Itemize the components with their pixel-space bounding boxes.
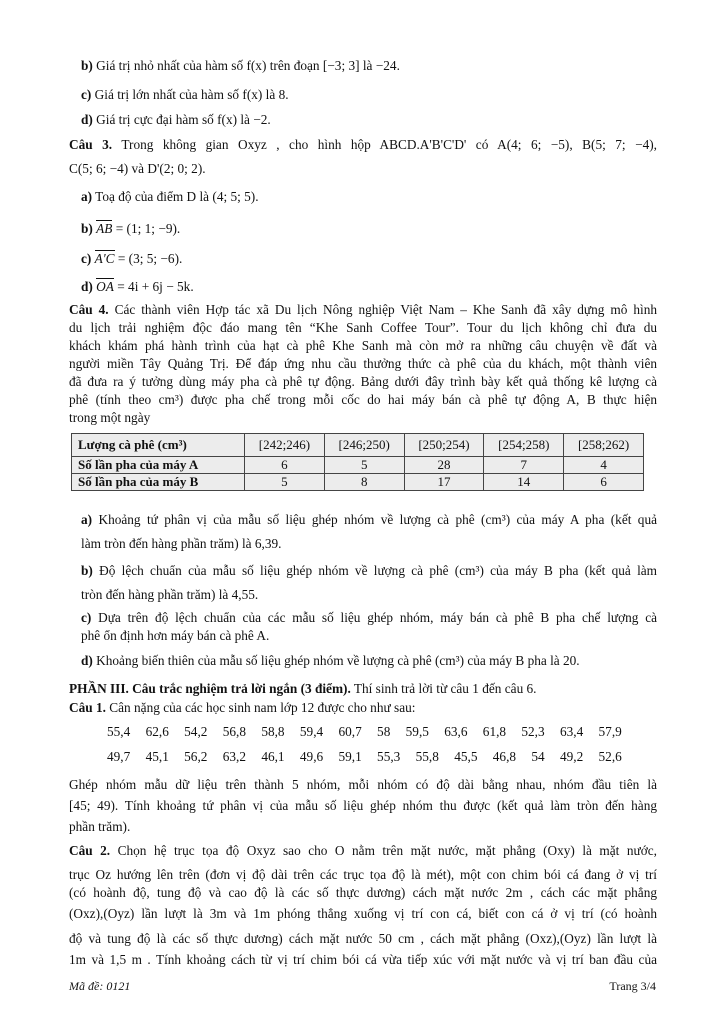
table-row [72,474,644,491]
q4-line-7: trong một ngày [69,410,151,425]
coffee-volume-table [71,433,644,491]
table-cell: 5 [324,457,404,474]
exam-code: Mã đề: 0121 [69,979,131,993]
table-cell: 17 [404,474,484,491]
table-cell: Lượng cà phê (cm³) [72,434,245,457]
data-value: 55,4 [107,724,131,739]
data-value: 57,9 [598,724,622,739]
p3q2-line-1: Câu 2. Chọn hệ trục tọa độ Oxyz sao cho O nằm trên mặt nước, mặt phẳng (Oxy) là mặt nước, [69,843,657,858]
p3q1-stem: Câu 1. Cân nặng của các học sinh nam lớp 12 được cho như sau: [69,700,416,715]
data-value: 45,5 [454,749,478,764]
weight-data-row-2 [107,749,622,765]
table-cell: 14 [484,474,564,491]
data-value: 55,3 [377,749,401,764]
table-cell: [246;250) [324,434,404,457]
q4-line-3: khách khám phá hành trình của hạt cà phê Khe Sanh mà còn mở ra những câu chuyện về đất và [69,338,657,353]
table-cell: 5 [245,474,325,491]
q4-line-4: người miền Tây Quảng Trị. Để đáp ứng nhu cầu thưởng thức cà phê của du khách, một thành viên [69,356,657,371]
table-cell: [242;246) [245,434,325,457]
data-value: 55,8 [415,749,439,764]
weight-data-row-1 [107,724,622,740]
part3-heading: PHẦN III. Câu trắc nghiệm trả lời ngắn (3 điểm). Thí sinh trả lời từ câu 1 đến câu 6. [69,681,537,696]
q2-item-b: b) Giá trị nhỏ nhất của hàm số f(x) trên đoạn [−3; 3] là −24. [81,58,400,73]
vector-oa: OA [96,279,114,294]
table-header-row [72,434,644,457]
data-value: 49,2 [559,749,584,764]
p3q2-line-2: trục Oz hướng lên trên (đơn vị độ dài trên các trục tọa độ là mét), một con chim bói cá đang ở vị trí [69,867,657,882]
q4-line-1: Câu 4. Các thành viên Hợp tác xã Du lịch Nông nghiệp Việt Nam – Khe Sanh đã xây dựng mô hình [69,302,658,317]
data-value: 63,4 [559,724,584,739]
data-value: 54 [531,749,545,764]
data-value: 56,8 [222,724,247,739]
vector-ab: AB [96,221,113,236]
vector-a-prime-c: A'C [94,251,115,266]
table-row [72,457,644,474]
q4-item-b-2: tròn đến hàng phần trăm) là 4,55. [81,587,259,602]
q4-item-c-1: c) Dựa trên độ lệch chuẩn của các mẫu số liệu ghép nhóm, máy bán cà phê B pha chế lượng cà [81,610,658,625]
data-value: 52,3 [521,724,545,739]
table-cell: Số lần pha của máy B [72,474,245,491]
p3q1-after-2: [45; 49). Tính khoảng tứ phân vị của mẫu số liệu ghép nhóm thu được (kết quả làm tròn đến hàng [69,798,657,813]
p3q2-line-3: (có hoành độ, tung độ và cao độ là các số thực dương) cách mặt nước 2m , cách các mặt phẳng [69,885,657,900]
q4-line-5: đã đưa ra ý tưởng dùng máy pha cà phê tự động. Bảng dưới đây trình bày kết quả thống kê lượng cà [69,374,657,389]
data-value: 46,1 [261,749,285,764]
q4-item-c-2: phê ổn định hơn máy bán cà phê A. [81,628,270,643]
data-value: 61,8 [482,724,507,739]
data-value: 62,6 [145,724,169,739]
q3-item-d: d) OA = 4i + 6j − 5k. [81,279,194,294]
data-value: 45,1 [145,749,169,764]
table-cell: 8 [324,474,404,491]
data-value: 58,8 [261,724,285,739]
q4-item-a-1: a) Khoảng tứ phân vị của mẫu số liệu ghép nhóm về lượng cà phê (cm³) của máy A pha (kết quả [81,512,657,527]
q3-stem-2: C(5; 6; −4) và D'(2; 0; 2). [69,161,206,176]
data-value: 63,6 [444,724,468,739]
table-cell: 6 [564,474,644,491]
data-value: 59,4 [299,724,324,739]
p3q1-after-1: Ghép nhóm mẫu dữ liệu trên thành 5 nhóm, mỗi nhóm có độ dài bằng nhau, nhóm đầu tiên là [69,777,657,792]
table-cell: 28 [404,457,484,474]
data-value: 59,5 [405,724,429,739]
q3-item-c: c) A'C = (3; 5; −6). [81,251,183,266]
table-cell: [254;258) [484,434,564,457]
data-value: 49,7 [107,749,131,764]
table-cell: 6 [245,457,325,474]
table-cell: 7 [484,457,564,474]
data-value: 56,2 [184,749,208,764]
data-value: 54,2 [184,724,208,739]
data-value: 49,6 [299,749,324,764]
data-value: 63,2 [222,749,247,764]
data-value: 59,1 [338,749,362,764]
q4-item-b-1: b) Độ lệch chuẩn của mẫu số liệu ghép nhóm về lượng cà phê (cm³) của máy B pha (kết quả làm [81,563,658,578]
p3q1-after-3: phần trăm). [69,819,131,834]
p3q2-line-6: 1m và 1,5 m . Tính khoảng cách từ vị trí chim bói cá vừa tiếp xúc với mặt nước và vị trí ban đầu của [69,952,657,967]
table-cell: Số lần pha của máy A [72,457,245,474]
q4-item-a-2: làm tròn đến hàng phần trăm) là 6,39. [81,536,282,551]
table-cell: 4 [564,457,644,474]
q4-line-6: phê (tính theo cm³) được pha chế trong mỗi cốc do hai máy bán cà phê tự động A, B thực hiện [69,392,657,407]
p3q2-line-4: (Oxz),(Oyz) lần lượt là 3m và 1m phóng thẳng xuống vị trí con cá, biết con cá ở vị trí (có hoành [69,906,657,921]
q4-item-d: d) Khoảng biến thiên của mẫu số liệu ghép nhóm về lượng cà phê (cm³) của máy B pha là 20. [81,653,580,668]
table-cell: [250;254) [404,434,484,457]
p3q2-line-5: độ và tung độ là các số thực dương) cách mặt nước 50 cm , cách mặt phẳng (Oxz),(Oyz) lần lượt là [69,931,657,946]
page-number: Trang 3/4 [609,979,656,993]
data-value: 46,8 [492,749,517,764]
q2-item-d: d) Giá trị cực đại hàm số f(x) là −2. [81,112,271,127]
q3-stem-1: Câu 3. Trong không gian Oxyz , cho hình hộp ABCD.A'B'C'D' có A(4; 6; −5), B(5; 7; −4), [69,137,657,152]
q4-line-2: du lịch trải nghiệm độc đáo mang tên “Khe Sanh Coffee Tour”. Tour du lịch không chỉ đưa du [69,320,657,335]
q3-item-a: a) Toạ độ của điểm D là (4; 5; 5). [81,189,259,204]
data-value: 60,7 [338,724,362,739]
q3-item-b: b) AB = (1; 1; −9). [81,221,181,236]
table-cell: [258;262) [564,434,644,457]
data-value: 58 [377,724,391,739]
q2-item-c: c) Giá trị lớn nhất của hàm số f(x) là 8. [81,87,289,102]
data-value: 52,6 [598,749,622,764]
